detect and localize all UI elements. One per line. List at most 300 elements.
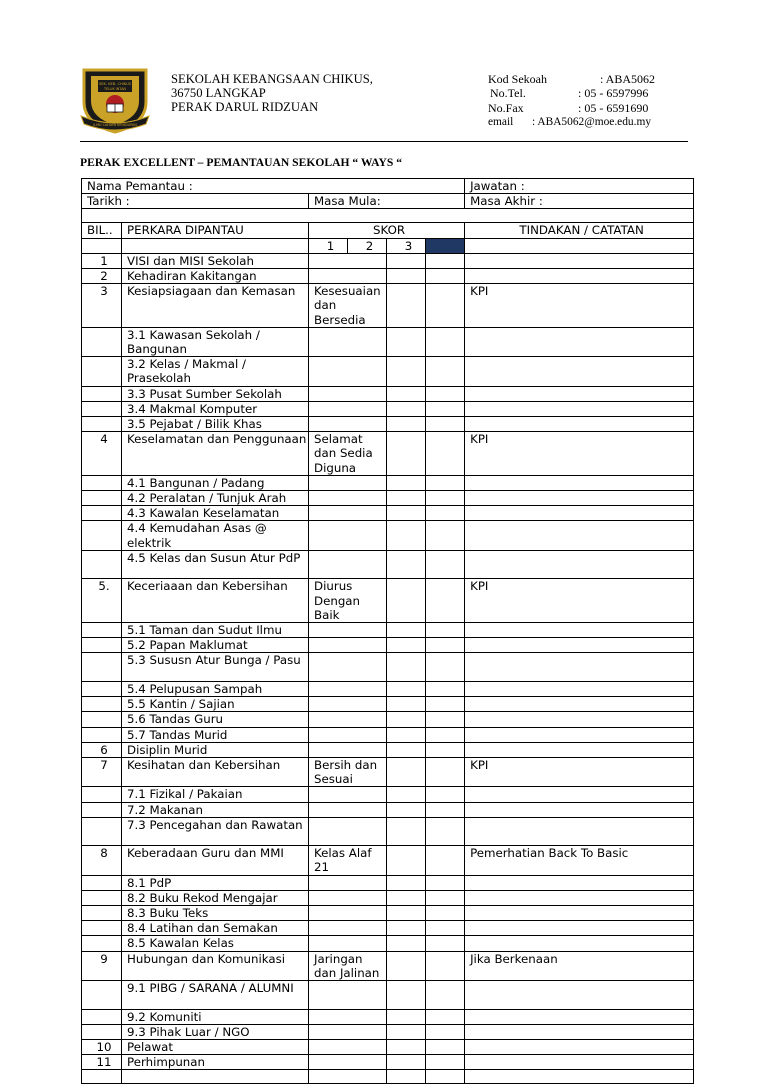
score-cell-extra[interactable] — [426, 890, 465, 905]
table-row — [82, 253, 694, 268]
row-criteria — [309, 875, 387, 890]
row-item: 7.2 Makanan — [122, 802, 309, 817]
date-field[interactable]: Tarikh : — [82, 194, 309, 209]
row-note: Jika Berkenaan — [465, 951, 694, 980]
row-bil: 5. — [82, 579, 122, 623]
table-row — [82, 432, 694, 476]
blank-cell — [122, 1070, 309, 1084]
row-item: 5.5 Kantin / Sajian — [122, 697, 309, 712]
row-criteria — [309, 787, 387, 802]
header-perkara: PERKARA DIPANTAU — [122, 223, 309, 238]
row-criteria — [309, 681, 387, 696]
row-note — [465, 638, 694, 653]
row-criteria: Kelas Alaf 21 — [309, 846, 387, 875]
score-cell-extra[interactable] — [426, 981, 465, 1010]
row-item: 5.3 Sususn Atur Bunga / Pasu — [122, 653, 309, 682]
score-col-2: 2 — [348, 238, 387, 253]
score-cell-extra[interactable] — [426, 506, 465, 521]
score-cell-3[interactable] — [387, 417, 426, 432]
row-bil — [82, 550, 122, 579]
table-row — [82, 757, 694, 786]
score-cell-3[interactable] — [387, 951, 426, 980]
row-bil — [82, 817, 122, 846]
score-cell-3[interactable] — [387, 1039, 426, 1054]
row-item: 4.3 Kawalan Keselamatan — [122, 506, 309, 521]
score-cell-3[interactable] — [387, 697, 426, 712]
table-row — [82, 386, 694, 401]
score-cell-extra[interactable] — [426, 681, 465, 696]
row-criteria — [309, 386, 387, 401]
score-cell-extra[interactable] — [426, 742, 465, 757]
table-row — [82, 846, 694, 875]
row-bil — [82, 727, 122, 742]
row-note — [465, 787, 694, 802]
table-row — [82, 921, 694, 936]
score-cell-extra[interactable] — [426, 936, 465, 951]
blank-cell — [309, 1070, 387, 1084]
row-note — [465, 1024, 694, 1039]
row-note — [465, 417, 694, 432]
row-criteria — [309, 697, 387, 712]
table-row — [82, 417, 694, 432]
table-row — [82, 1055, 694, 1070]
score-cell-extra[interactable] — [426, 550, 465, 579]
row-criteria — [309, 521, 387, 550]
score-cell-3[interactable] — [387, 653, 426, 682]
row-criteria — [309, 1009, 387, 1024]
score-cell-3[interactable] — [387, 712, 426, 727]
row-criteria — [309, 1039, 387, 1054]
row-note — [465, 1009, 694, 1024]
row-criteria: Kesesuaian dan Bersedia — [309, 284, 387, 328]
score-cell-3[interactable] — [387, 875, 426, 890]
table-row — [82, 727, 694, 742]
table-row — [82, 327, 694, 356]
row-bil — [82, 936, 122, 951]
row-bil — [82, 1009, 122, 1024]
row-criteria — [309, 475, 387, 490]
score-cell-extra[interactable] — [426, 1039, 465, 1054]
row-note: Pemerhatian Back To Basic — [465, 846, 694, 875]
row-item: 5.6 Tandas Guru — [122, 712, 309, 727]
row-note — [465, 550, 694, 579]
row-bil: 4 — [82, 432, 122, 476]
table-row — [82, 401, 694, 416]
row-item: 3.2 Kelas / Makmal / Prasekolah — [122, 357, 309, 386]
spacer-row — [82, 209, 694, 223]
row-bil — [82, 906, 122, 921]
score-cell-3[interactable] — [387, 906, 426, 921]
row-criteria — [309, 327, 387, 356]
row-note — [465, 817, 694, 846]
score-cell-3[interactable] — [387, 401, 426, 416]
spacer-cell — [82, 209, 694, 223]
row-criteria — [309, 1055, 387, 1070]
score-cell-3[interactable] — [387, 506, 426, 521]
row-item: 3.3 Pusat Sumber Sekolah — [122, 386, 309, 401]
header-tindakan: TINDAKAN / CATATAN — [465, 223, 694, 238]
row-criteria: Bersih dan Sesuai — [309, 757, 387, 786]
contact-label: No.Tel. — [490, 86, 526, 101]
table-row — [82, 475, 694, 490]
table-row — [82, 906, 694, 921]
row-item: 5.2 Papan Maklumat — [122, 638, 309, 653]
table-header-row — [82, 223, 694, 238]
school-name: SEKOLAH KEBANGSAAN CHIKUS, — [171, 72, 373, 86]
score-cell-3[interactable] — [387, 817, 426, 846]
score-cell-3[interactable] — [387, 432, 426, 476]
row-bil — [82, 491, 122, 506]
row-bil — [82, 1024, 122, 1039]
score-cell-extra[interactable] — [426, 521, 465, 550]
row-item: 7.1 Fizikal / Pakaian — [122, 787, 309, 802]
row-note — [465, 622, 694, 637]
row-criteria — [309, 269, 387, 284]
score-cell-3[interactable] — [387, 475, 426, 490]
row-bil — [82, 521, 122, 550]
row-bil — [82, 697, 122, 712]
score-cell-extra[interactable] — [426, 1009, 465, 1024]
row-item: VISI dan MISI Sekolah — [122, 253, 309, 268]
row-criteria: Diurus Dengan Baik — [309, 579, 387, 623]
row-criteria — [309, 936, 387, 951]
row-item: 8.1 PdP — [122, 875, 309, 890]
score-cell-extra[interactable] — [426, 327, 465, 356]
row-item: 5.4 Pelupusan Sampah — [122, 681, 309, 696]
table-row — [82, 1024, 694, 1039]
row-note — [465, 521, 694, 550]
row-note — [465, 269, 694, 284]
table-row — [82, 1009, 694, 1024]
row-criteria — [309, 712, 387, 727]
school-state: PERAK DARUL RIDZUAN — [171, 100, 319, 114]
row-item: 5.7 Tandas Murid — [122, 727, 309, 742]
score-cell-extra[interactable] — [426, 401, 465, 416]
row-criteria — [309, 622, 387, 637]
table-row — [82, 802, 694, 817]
row-criteria — [309, 417, 387, 432]
row-note: KPI — [465, 579, 694, 623]
table-row — [82, 638, 694, 653]
row-criteria: Jaringan dan Jalinan — [309, 951, 387, 980]
score-cell-3[interactable] — [387, 521, 426, 550]
row-item: 4.2 Peralatan / Tunjuk Arah — [122, 491, 309, 506]
logo-lettering-top: SEK. KEB. CHIKUS — [98, 82, 132, 86]
score-cell-3[interactable] — [387, 787, 426, 802]
table-row-blank — [82, 1070, 694, 1084]
row-bil — [82, 802, 122, 817]
row-bil — [82, 681, 122, 696]
score-col-3: 3 — [387, 238, 426, 253]
row-bil — [82, 327, 122, 356]
row-item: Keceriaaan dan Kebersihan — [122, 579, 309, 623]
score-cell-3[interactable] — [387, 1024, 426, 1039]
score-cell-extra[interactable] — [426, 386, 465, 401]
score-cell-extra[interactable] — [426, 491, 465, 506]
row-item: 3.1 Kawasan Sekolah / Bangunan — [122, 327, 309, 356]
score-cell-3[interactable] — [387, 742, 426, 757]
table-row — [82, 550, 694, 579]
score-cell-3[interactable] — [387, 981, 426, 1010]
score-cell-3[interactable] — [387, 727, 426, 742]
table-row — [82, 712, 694, 727]
letterhead — [0, 0, 768, 140]
row-bil: 6 — [82, 742, 122, 757]
school-address — [171, 72, 373, 114]
score-cell-3[interactable] — [387, 1055, 426, 1070]
score-cell-extra[interactable] — [426, 846, 465, 875]
score-cell-extra[interactable] — [426, 622, 465, 637]
table-row — [82, 506, 694, 521]
score-cell-3[interactable] — [387, 802, 426, 817]
row-item: 8.3 Buku Teks — [122, 906, 309, 921]
row-item: 7.3 Pencegahan dan Rawatan — [122, 817, 309, 846]
table-row — [82, 653, 694, 682]
row-item: Keselamatan dan Penggunaan — [122, 432, 309, 476]
score-scale-blank — [122, 238, 309, 253]
row-bil — [82, 712, 122, 727]
score-cell-3[interactable] — [387, 327, 426, 356]
row-bil — [82, 921, 122, 936]
header-skor: SKOR — [309, 223, 465, 238]
row-note — [465, 386, 694, 401]
score-cell-3[interactable] — [387, 890, 426, 905]
form-row-monitor — [82, 179, 694, 194]
row-criteria — [309, 653, 387, 682]
blank-cell — [82, 1070, 122, 1084]
score-cell-extra[interactable] — [426, 357, 465, 386]
score-scale-blank — [465, 238, 694, 253]
score-cell-extra[interactable] — [426, 712, 465, 727]
table-row — [82, 491, 694, 506]
score-cell-extra[interactable] — [426, 727, 465, 742]
row-criteria — [309, 890, 387, 905]
score-cell-3[interactable] — [387, 386, 426, 401]
logo-motto: ILMU CAHAYA KEHIDUPAN — [93, 123, 137, 127]
score-cell-extra[interactable] — [426, 906, 465, 921]
table-row — [82, 936, 694, 951]
score-cell-3[interactable] — [387, 921, 426, 936]
score-cell-extra[interactable] — [426, 579, 465, 623]
score-cell-extra[interactable] — [426, 269, 465, 284]
row-item: Kehadiran Kakitangan — [122, 269, 309, 284]
row-criteria — [309, 906, 387, 921]
row-bil — [82, 401, 122, 416]
row-note — [465, 253, 694, 268]
score-scale-row — [82, 238, 694, 253]
contact-label: email — [488, 115, 514, 128]
score-cell-3[interactable] — [387, 622, 426, 637]
row-item: 9.2 Komuniti — [122, 1009, 309, 1024]
row-note — [465, 697, 694, 712]
row-note — [465, 401, 694, 416]
row-bil — [82, 653, 122, 682]
score-cell-3[interactable] — [387, 757, 426, 786]
score-cell-extra[interactable] — [426, 817, 465, 846]
row-bil — [82, 622, 122, 637]
row-criteria — [309, 981, 387, 1010]
row-note — [465, 491, 694, 506]
row-note: KPI — [465, 432, 694, 476]
row-item: Disiplin Murid — [122, 742, 309, 757]
score-cell-3[interactable] — [387, 491, 426, 506]
score-cell-extra[interactable] — [426, 697, 465, 712]
row-criteria — [309, 253, 387, 268]
row-criteria — [309, 1024, 387, 1039]
score-cell-extra[interactable] — [426, 802, 465, 817]
score-cell-3[interactable] — [387, 284, 426, 328]
score-cell-extra[interactable] — [426, 432, 465, 476]
row-note — [465, 681, 694, 696]
row-criteria — [309, 638, 387, 653]
row-criteria — [309, 506, 387, 521]
score-cell-extra[interactable] — [426, 921, 465, 936]
row-note — [465, 653, 694, 682]
row-note — [465, 1039, 694, 1054]
score-cell-3[interactable] — [387, 357, 426, 386]
row-item: 4.1 Bangunan / Padang — [122, 475, 309, 490]
row-item: Kesihatan dan Kebersihan — [122, 757, 309, 786]
contact-label: No.Fax — [488, 100, 524, 115]
row-note — [465, 802, 694, 817]
row-item: Perhimpunan — [122, 1055, 309, 1070]
table-row — [82, 787, 694, 802]
row-note — [465, 475, 694, 490]
row-item: Kesiapsiagaan dan Kemasan — [122, 284, 309, 328]
score-cell-3[interactable] — [387, 638, 426, 653]
header-divider — [80, 141, 688, 142]
row-criteria: Selamat dan Sedia Diguna — [309, 432, 387, 476]
row-item: Pelawat — [122, 1039, 309, 1054]
row-bil: 2 — [82, 269, 122, 284]
row-bil — [82, 506, 122, 521]
row-item: 8.4 Latihan dan Semakan — [122, 921, 309, 936]
score-cell-extra[interactable] — [426, 1055, 465, 1070]
row-note — [465, 875, 694, 890]
contact-value: : ABA5062@moe.edu.my — [532, 115, 652, 128]
row-item: 3.5 Pejabat / Bilik Khas — [122, 417, 309, 432]
score-cell-3[interactable] — [387, 550, 426, 579]
row-criteria — [309, 817, 387, 846]
row-criteria — [309, 491, 387, 506]
row-bil — [82, 386, 122, 401]
score-cell-3[interactable] — [387, 681, 426, 696]
row-bil — [82, 417, 122, 432]
score-highlight-cell — [426, 238, 465, 253]
row-note — [465, 327, 694, 356]
row-bil — [82, 787, 122, 802]
score-cell-3[interactable] — [387, 1009, 426, 1024]
blank-cell — [465, 1070, 694, 1084]
row-bil: 1 — [82, 253, 122, 268]
score-cell-extra[interactable] — [426, 475, 465, 490]
row-criteria — [309, 357, 387, 386]
table-row — [82, 521, 694, 550]
form-row-time — [82, 194, 694, 209]
contact-value: : 05 - 6597996 — [578, 86, 649, 101]
table-row — [82, 681, 694, 696]
blank-cell — [387, 1070, 426, 1084]
row-bil: 3 — [82, 284, 122, 328]
row-bil: 10 — [82, 1039, 122, 1054]
score-cell-extra[interactable] — [426, 1024, 465, 1039]
monitor-name-field[interactable]: Nama Pemantau : — [82, 179, 465, 194]
row-note — [465, 727, 694, 742]
row-criteria — [309, 401, 387, 416]
score-cell-extra[interactable] — [426, 757, 465, 786]
row-note — [465, 1055, 694, 1070]
row-item: 3.4 Makmal Komputer — [122, 401, 309, 416]
row-note — [465, 712, 694, 727]
table-row — [82, 817, 694, 846]
score-cell-extra[interactable] — [426, 653, 465, 682]
contact-value: : ABA5062 — [600, 72, 656, 86]
row-note — [465, 357, 694, 386]
row-bil — [82, 981, 122, 1010]
row-criteria — [309, 742, 387, 757]
school-postcode-town: 36750 LANGKAP — [171, 86, 266, 100]
score-cell-3[interactable] — [387, 579, 426, 623]
table-row — [82, 1039, 694, 1054]
row-item: 8.2 Buku Rekod Mengajar — [122, 890, 309, 905]
table-row — [82, 742, 694, 757]
contact-label: Kod Sekoah — [488, 72, 547, 86]
row-bil: 7 — [82, 757, 122, 786]
row-bil — [82, 890, 122, 905]
row-item: 4.4 Kemudahan Asas @ elektrik — [122, 521, 309, 550]
score-cell-extra[interactable] — [426, 284, 465, 328]
table-row — [82, 579, 694, 623]
score-cell-extra[interactable] — [426, 787, 465, 802]
score-cell-3[interactable] — [387, 846, 426, 875]
score-cell-3[interactable] — [387, 269, 426, 284]
monitoring-form-table — [81, 178, 694, 1084]
score-cell-3[interactable] — [387, 936, 426, 951]
table-row — [82, 875, 694, 890]
row-item: 5.1 Taman dan Sudut Ilmu — [122, 622, 309, 637]
score-cell-extra[interactable] — [426, 638, 465, 653]
score-cell-extra[interactable] — [426, 875, 465, 890]
score-cell-3[interactable] — [387, 253, 426, 268]
row-note — [465, 936, 694, 951]
score-scale-blank — [82, 238, 122, 253]
row-criteria — [309, 921, 387, 936]
table-row — [82, 357, 694, 386]
logo-lettering-mid: TELUK INTAN — [104, 87, 126, 91]
row-bil: 9 — [82, 951, 122, 980]
table-row — [82, 269, 694, 284]
row-item: 9.1 PIBG / SARANA / ALUMNI — [122, 981, 309, 1010]
score-col-1: 1 — [309, 238, 348, 253]
position-field[interactable]: Jawatan : — [465, 179, 694, 194]
school-crest-logo — [78, 66, 152, 134]
row-note: KPI — [465, 284, 694, 328]
row-bil — [82, 475, 122, 490]
row-criteria — [309, 802, 387, 817]
score-cell-extra[interactable] — [426, 253, 465, 268]
start-time-field[interactable]: Masa Mula: — [309, 194, 465, 209]
table-row — [82, 697, 694, 712]
row-item: 8.5 Kawalan Kelas — [122, 936, 309, 951]
score-cell-extra[interactable] — [426, 951, 465, 980]
row-bil: 8 — [82, 846, 122, 875]
row-bil — [82, 638, 122, 653]
row-item: Hubungan dan Komunikasi — [122, 951, 309, 980]
score-cell-extra[interactable] — [426, 417, 465, 432]
end-time-field[interactable]: Masa Akhir : — [465, 194, 694, 209]
row-note: KPI — [465, 757, 694, 786]
blank-cell — [426, 1070, 465, 1084]
